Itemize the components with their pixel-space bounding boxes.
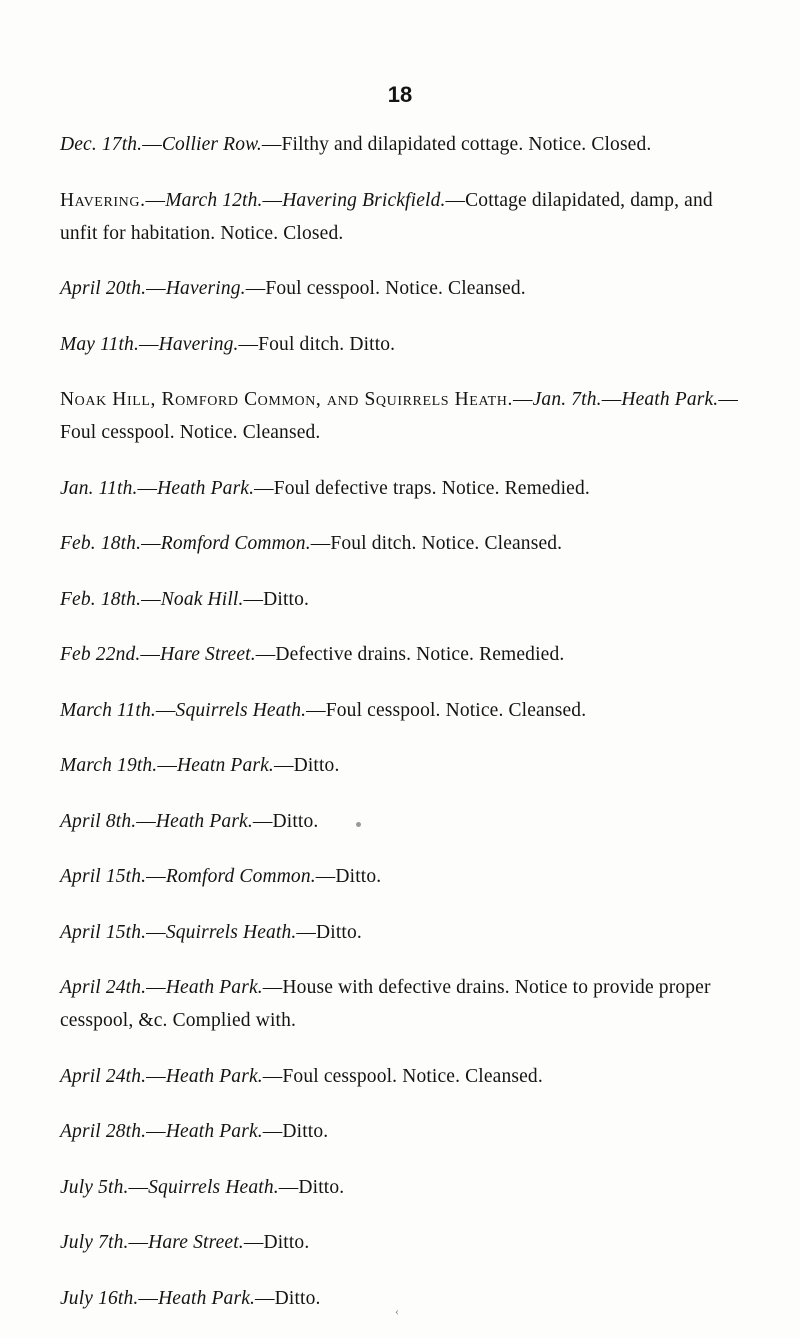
report-entry: July 16th.—Heath Park.—Ditto.: [60, 1288, 321, 1309]
entry-place: Squirrels Heath.: [148, 1176, 279, 1198]
entry-text: —House with defective drains. Notice to provide proper cesspool, &c. Complied with.: [60, 977, 711, 1032]
entry-place: Heatn Park.: [177, 755, 274, 777]
entry-place: Romford Common.: [160, 533, 311, 555]
entry-text: —Ditto.: [243, 588, 310, 610]
report-entry: March 11th.—Squirrels Heath.—Foul cesspool. Notice. Cleansed.: [60, 699, 587, 721]
entry-text: —Ditto.: [252, 810, 319, 832]
entry-place: Havering Brickfield.: [282, 189, 446, 211]
entry-date: April 24th.: [60, 1065, 147, 1087]
report-entry: Noak Hill, Romford Common, and Squirrels Heath.—Jan. 7th.—Heath Park.—Foul cesspool. Notice. Cleansed.: [60, 389, 738, 444]
entry-place: Hare Street.: [148, 1232, 244, 1254]
entry-text: —Defective drains. Notice. Remedied.: [255, 644, 565, 666]
entry-text: —Ditto.: [278, 1176, 345, 1198]
entry-text: —Foul cesspool. Notice. Cleansed.: [60, 389, 738, 444]
page-number: 18: [387, 82, 413, 107]
report-entry: July 5th.—Squirrels Heath.—Ditto.: [60, 1176, 345, 1198]
entry-place: Romford Common.: [165, 866, 316, 888]
entry-date: Feb. 18th.: [60, 588, 142, 610]
entry-text: —Ditto.: [315, 866, 382, 888]
entry-place: Heath Park.: [621, 389, 719, 411]
entry-place: Squirrels Heath.: [165, 921, 297, 943]
district-heading: Havering.: [60, 189, 146, 211]
ink-speck: ‹: [395, 1304, 399, 1318]
entry-place: Hare Street.: [160, 644, 256, 666]
report-entry: Feb 22nd.—Hare Street.—Defective drains. Notice. Remedied.: [60, 644, 565, 666]
report-entry: April 8th.—Heath Park.—Ditto.: [60, 810, 319, 832]
report-entry: March 19th.—Heatn Park.—Ditto.: [60, 755, 340, 777]
entry-text: —Foul defective traps. Notice. Remedied.: [254, 477, 590, 499]
entry-text: —Ditto.: [255, 1288, 321, 1309]
entry-date: Feb 22nd.: [60, 644, 141, 666]
entry-date: March 19th.: [60, 755, 158, 777]
entry-place: Collier Row.: [161, 134, 262, 155]
entry-text: —Foul ditch. Notice. Cleansed.: [310, 533, 563, 555]
entry-place: Heath Park.: [158, 1288, 256, 1309]
entry-date: April 8th.: [60, 810, 137, 832]
report-entry: April 15th.—Romford Common.—Ditto.: [60, 866, 382, 888]
entry-date: April 24th.: [60, 977, 147, 999]
report-entry: Feb. 18th.—Noak Hill.—Ditto.: [60, 588, 310, 610]
report-entry: April 20th.—Havering.—Foul cesspool. Notice. Cleansed.: [60, 278, 526, 300]
entry-date: April 15th.: [60, 866, 147, 888]
entry-date: April 15th.: [60, 921, 147, 943]
report-entry: Jan. 11th.—Heath Park.—Foul defective traps. Notice. Remedied.: [60, 477, 590, 499]
entry-text: —Ditto.: [262, 1121, 329, 1143]
report-entry: April 24th.—Heath Park.—House with defective drains. Notice to provide proper cesspool, &c. Complied with.: [60, 977, 711, 1032]
entry-text: —Ditto.: [296, 921, 362, 943]
entry-place: Heath Park.: [165, 1065, 263, 1087]
report-entry: July 7th.—Hare Street.—Ditto.: [60, 1232, 310, 1254]
entry-place: Heath Park.: [155, 810, 253, 832]
entry-text: —Ditto.: [273, 755, 340, 777]
entry-text: —Foul ditch. Ditto.: [238, 333, 396, 355]
report-entry: Feb. 18th.—Romford Common.—Foul ditch. Notice. Cleansed.: [60, 533, 563, 555]
report-entry: April 28th.—Heath Park.—Ditto.: [60, 1121, 329, 1143]
entry-date: April 20th.: [60, 278, 147, 300]
entry-place: Havering.: [158, 333, 239, 355]
entry-place: Noak Hill.: [160, 588, 244, 610]
entry-date: July 16th.: [60, 1288, 139, 1309]
report-entry: April 15th.—Squirrels Heath.—Ditto.: [60, 921, 362, 943]
entry-date: Jan. 7th.: [532, 389, 602, 411]
entry-place: Havering.: [165, 278, 246, 300]
entry-text: —Foul cesspool. Notice. Cleansed.: [262, 1065, 543, 1087]
entry-text: —Ditto.: [243, 1232, 310, 1254]
entry-date: Dec. 17th.: [60, 134, 143, 155]
entry-date: Jan. 11th.: [60, 477, 138, 499]
entry-date: March 12th.: [165, 189, 263, 211]
entry-text: —Cottage dilapidated, damp, and unfit for habitation. Notice. Closed.: [60, 189, 713, 244]
report-entry: Dec. 17th.—Collier Row.—Filthy and dilapidated cottage. Notice. Closed.: [60, 134, 652, 155]
entry-date: July 7th.: [60, 1232, 129, 1254]
entry-place: Heath Park.: [157, 477, 255, 499]
entry-date: March 11th.: [60, 699, 156, 721]
entry-text: —Foul cesspool. Notice. Cleansed.: [245, 278, 526, 300]
entry-place: Heath Park.: [165, 1121, 263, 1143]
entry-date: May 11th.: [60, 333, 139, 355]
entry-text: —Filthy and dilapidated cottage. Notice. Closed.: [261, 134, 652, 155]
report-entry: May 11th.—Havering.—Foul ditch. Ditto.: [60, 333, 396, 355]
entry-date: July 5th.: [60, 1176, 129, 1198]
report-entry: Havering.—March 12th.—Havering Brickfield.—Cottage dilapidated, damp, and unfit for habitation. Notice. Closed.: [60, 189, 713, 244]
report-entry: April 24th.—Heath Park.—Foul cesspool. Notice. Cleansed.: [60, 1065, 543, 1087]
entry-text: —Foul cesspool. Notice. Cleansed.: [306, 699, 587, 721]
entry-date: April 28th.: [60, 1121, 147, 1143]
district-heading: Noak Hill, Romford Common, and Squirrels Heath.: [60, 389, 513, 411]
entry-place: Squirrels Heath.: [175, 699, 307, 721]
entry-date: Feb. 18th.: [60, 533, 142, 555]
entry-place: Heath Park.: [165, 977, 263, 999]
